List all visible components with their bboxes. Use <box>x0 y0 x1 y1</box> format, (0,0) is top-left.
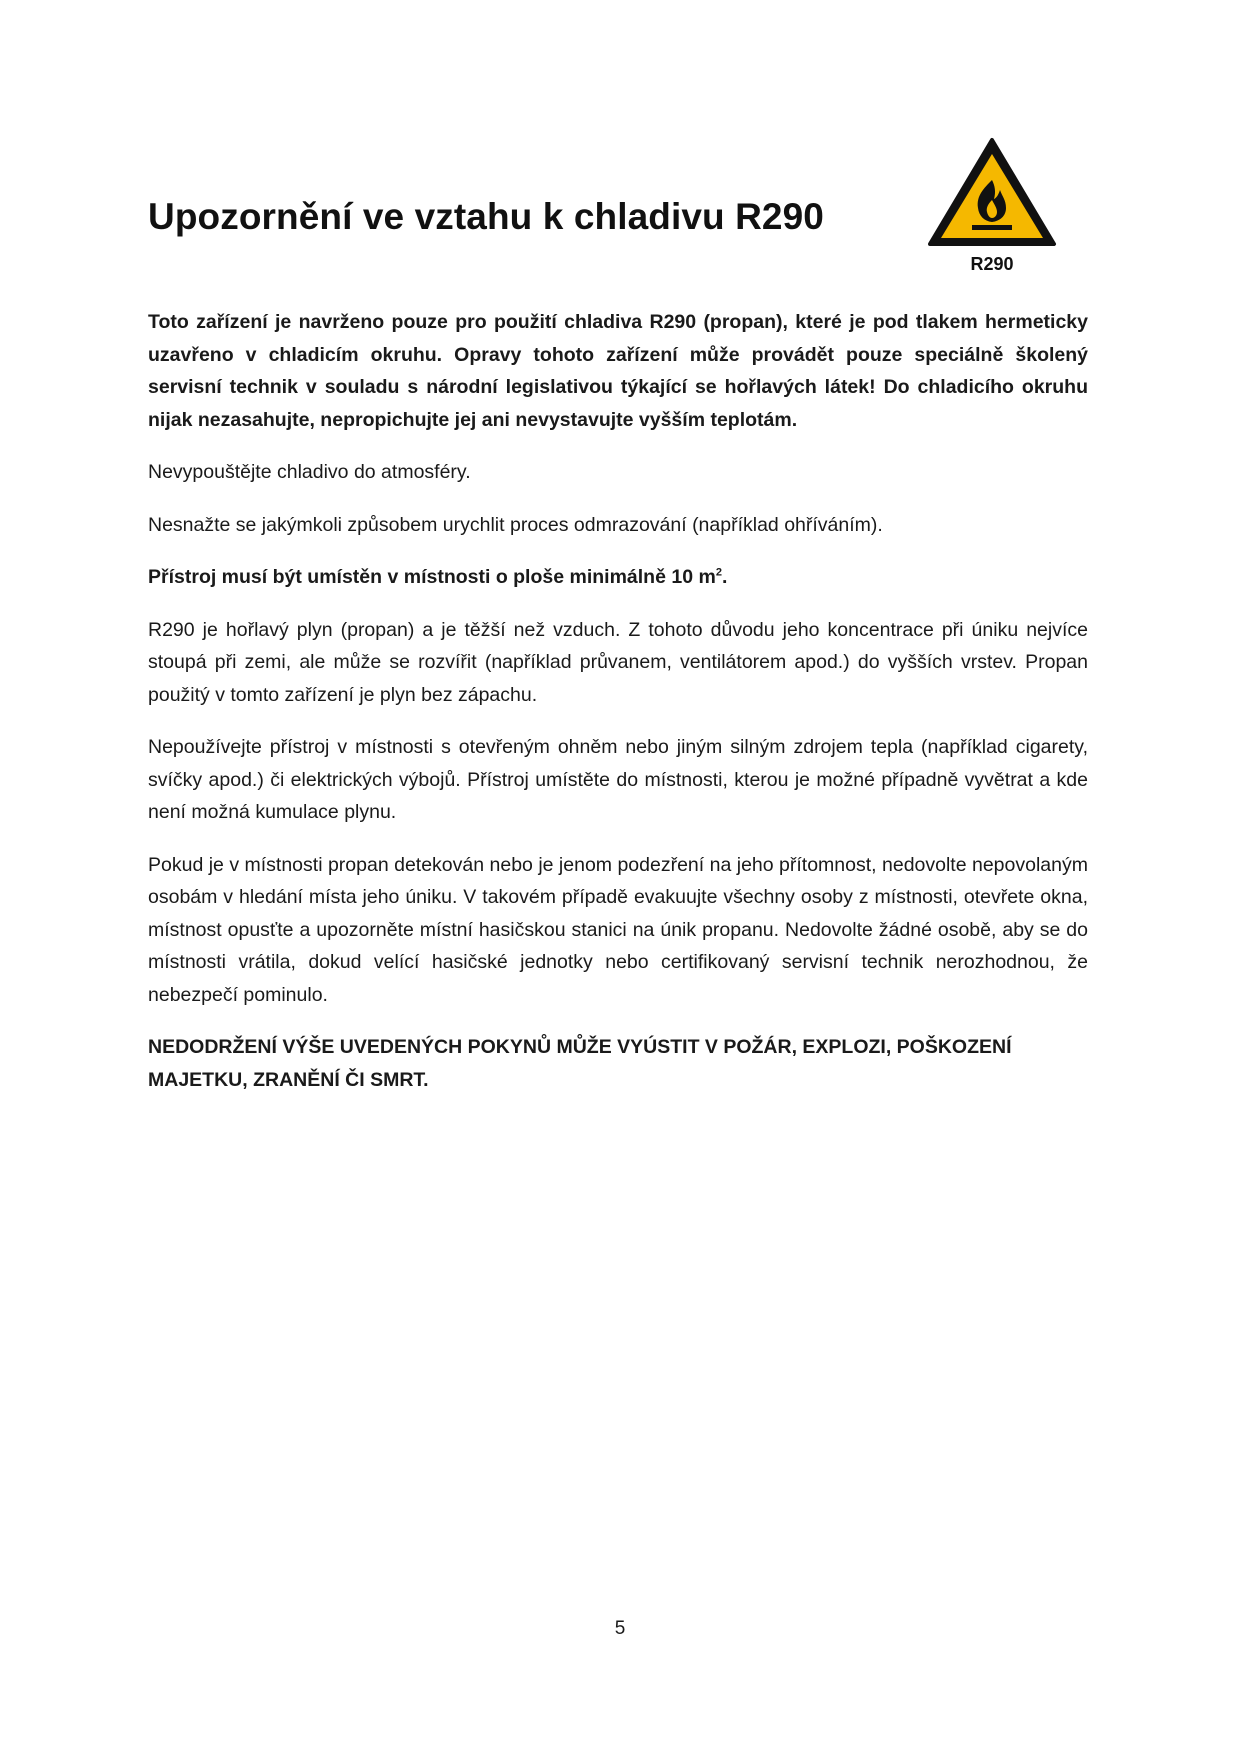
paragraph-defrost: Nesnažte se jakýmkoli způsobem urychlit proces odmrazování (například ohříváním). <box>148 513 883 536</box>
paragraph-leak-procedure: Pokud je v místnosti propan detekován nebo je jenom podezření na jeho přítomnost, nedovolte nepovolaným osobám v hledání místa jeho úniku. V takovém případě evakuujte všechny osoby z místnosti, otevřete okna, místnost opusťte a upozorněte místní hasičskou stanici na únik propanu. Nedovolte žádné osobě, aby se do místnosti vrátila, dokud velící hasičské jednotky nebo certifikovaný servisní technik nerozhodnou, že nebezpečí pominulo. <box>148 853 1088 1006</box>
hazard-sign <box>926 136 1058 276</box>
paragraph-gas-properties: R290 je hořlavý plyn (propan) a je těžší než vzduch. Z tohoto důvodu jeho koncentrace při úniku nejvíce stoupá při zemi, ale může se rozvířit (například průvanem, ventilátorem apod.) do vyšších vrstev. Propan použitý v tomto zařízení je plyn bez zápachu. <box>148 618 1088 706</box>
room-size-end: . <box>721 566 728 588</box>
page-number: 5 <box>614 1618 626 1639</box>
paragraph-room-size <box>148 561 1088 594</box>
sign-label: R290 <box>970 254 1014 274</box>
paragraph-atmosphere: Nevypouštějte chladivo do atmosféry. <box>148 461 471 483</box>
document-body <box>148 306 1088 1116</box>
paragraph-final-warning: NEDODRŽENÍ VÝŠE UVEDENÝCH POKYNŮ MŮŽE VYÚSTIT V POŽÁR, EXPLOZI, POŠKOZENÍ MAJETKU, ZRANĚNÍ ČI SMRT. <box>148 1036 1012 1091</box>
room-size-superscript: 2 <box>715 566 722 579</box>
paragraph-intro: Toto zařízení je navrženo pouze pro použití chladiva R290 (propan), které je pod tlakem hermeticky uzavřeno v chladicím okruhu. Opravy tohoto zařízení může provádět pouze speciálně školený servisní technik v souladu s národní legislativou týkající se hořlavých látek! Do chladicího okruhu nijak nezasahujte, nepropichujte jej ani nevystavujte vyšším teplotám. <box>148 311 1088 431</box>
paragraph-ignition-sources: Nepoužívejte přístroj v místnosti s otevřeným ohněm nebo jiným silným zdrojem tepla (například cigarety, svíčky apod.) či elektrických výbojů. Přístroj umístěte do místnosti, kterou je možné případně vyvětrat a kde není možná kumulace plynu. <box>148 736 1088 823</box>
room-size-text: Přístroj musí být umístěn v místnosti o ploše minimálně 10 m <box>148 566 716 588</box>
page-title: Upozornění ve vztahu k chladivu R290 <box>148 196 824 237</box>
flammable-warning-icon <box>926 136 1058 248</box>
